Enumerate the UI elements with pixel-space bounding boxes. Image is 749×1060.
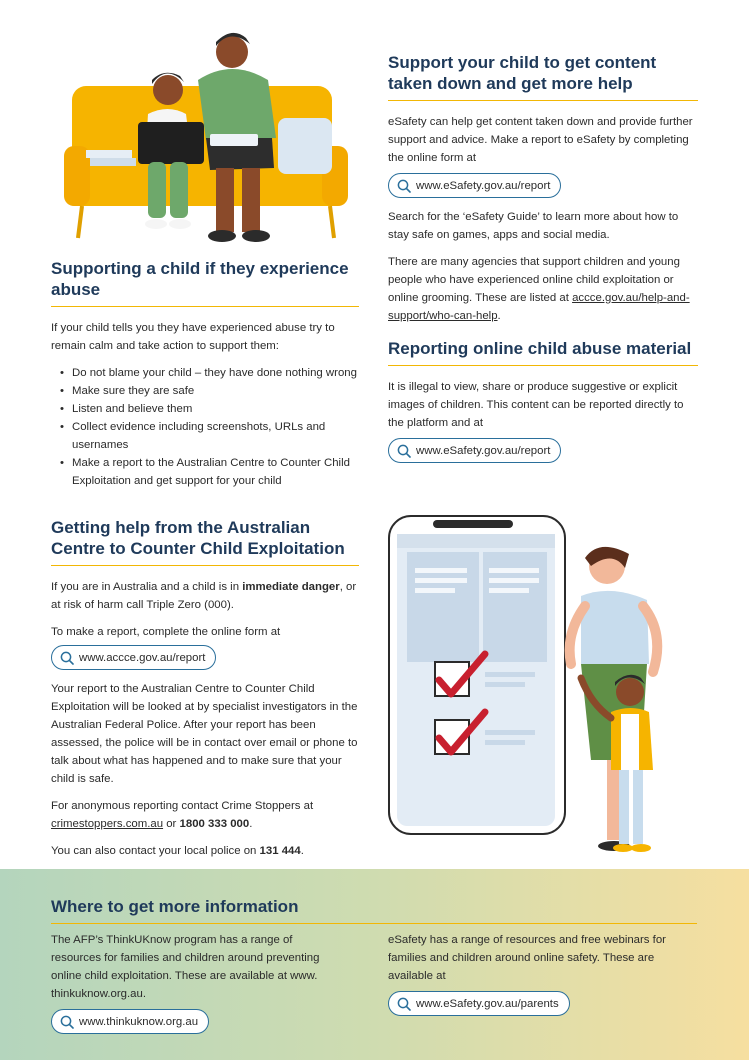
crime-stoppers-phone: 1800 333 000 [179, 818, 250, 830]
section-heading-supporting-child: Supporting a child if they experience abuse [51, 258, 359, 307]
link-text: www.accce.gov.au/report [79, 651, 206, 664]
link-text: www.thinkuknow.org.au [79, 1015, 199, 1028]
list-item: • Collect evidence including screenshots, URLs and usernames [51, 418, 359, 454]
agencies-text: There are many agencies that support children and young people who have experienced online child exploitation or online grooming. These are listed at accce.gov.au/help-and-support/who-can-help. [388, 256, 690, 322]
family-on-sofa-illustration [60, 28, 350, 246]
esafety-report-link-2[interactable] [388, 438, 561, 463]
list-item: • Listen and believe them [51, 400, 359, 418]
illegal-content-text: It is illegal to view, share or produce suggestive or explicit images of children. This content can be reported directly to the platform and at [388, 381, 684, 429]
report-process-text: Your report to the Australian Centre to Counter Child Exploitation will be looked at by specialist investigators in the Australian Federal Police. After your report has been assessed, the police will be in contact over email or phone to talk about what has happened and to make sure that your child is safe. [51, 683, 358, 785]
more-information-footer [0, 869, 749, 1060]
phone-checklist-illustration [385, 514, 685, 859]
supporting-intro: If your child tells you they have experienced abuse try to remain calm and take action to support them: [51, 322, 335, 352]
list-item: • Do not blame your child – they have done nothing wrong [51, 364, 359, 382]
thinkuknow-link[interactable] [51, 1009, 209, 1034]
search-icon [60, 1015, 74, 1029]
link-text: www.eSafety.gov.au/report [416, 444, 551, 457]
esafety-intro: eSafety can help get content taken down and provide further support and advice. Make a report to eSafety by completing the online form at [388, 116, 693, 164]
section-heading-takedown: Support your child to get content taken down and get more help [388, 52, 698, 101]
esafety-report-link[interactable] [388, 173, 561, 198]
who-can-help-link[interactable]: accce.gov.au/help-and-support/who-can-help [388, 292, 690, 322]
list-item: • Make sure they are safe [51, 382, 359, 400]
section-heading-accce-help: Getting help from the Australian Centre to Counter Child Exploitation [51, 517, 359, 566]
thinkuknow-text: The AFP’s ThinkUKnow program has a range of resources for families and children around preventing online child exploitation. These are available at www. thinkuknow.org.au. [51, 934, 320, 1000]
link-text: www.eSafety.gov.au/parents [416, 997, 559, 1010]
local-police-text: You can also contact your local police on 131 444. [51, 845, 304, 857]
section-heading-reporting-material: Reporting online child abuse material [388, 338, 698, 366]
crime-stoppers-text: For anonymous reporting contact Crime Stoppers at crimestoppers.com.au or 1800 333 000. [51, 800, 314, 830]
support-steps-list [51, 364, 359, 490]
esafety-resources-text: eSafety has a range of resources and free webinars for families and children around online safety. These are available at [388, 934, 666, 982]
search-icon [397, 997, 411, 1011]
immediate-danger-text: If you are in Australia and a child is in immediate danger, or at risk of harm call Triple Zero (000). [51, 581, 357, 611]
accce-report-link[interactable] [51, 645, 216, 670]
search-icon [397, 444, 411, 458]
footer-heading: Where to get more information [51, 896, 697, 924]
list-item: • Make a report to the Australian Centre to Counter Child Exploitation and get support for your child [51, 454, 359, 490]
cushion [278, 118, 332, 174]
search-icon [60, 651, 74, 665]
esafety-parents-link[interactable] [388, 991, 570, 1016]
search-icon [397, 179, 411, 193]
crimestoppers-link[interactable]: crimestoppers.com.au [51, 818, 164, 830]
report-instruction: To make a report, complete the online form at [51, 626, 281, 638]
police-phone: 131 444 [259, 845, 301, 857]
esafety-guide-text: Search for the ‘eSafety Guide’ to learn more about how to stay safe on games, apps and social media. [388, 211, 679, 241]
link-text: www.eSafety.gov.au/report [416, 179, 551, 192]
